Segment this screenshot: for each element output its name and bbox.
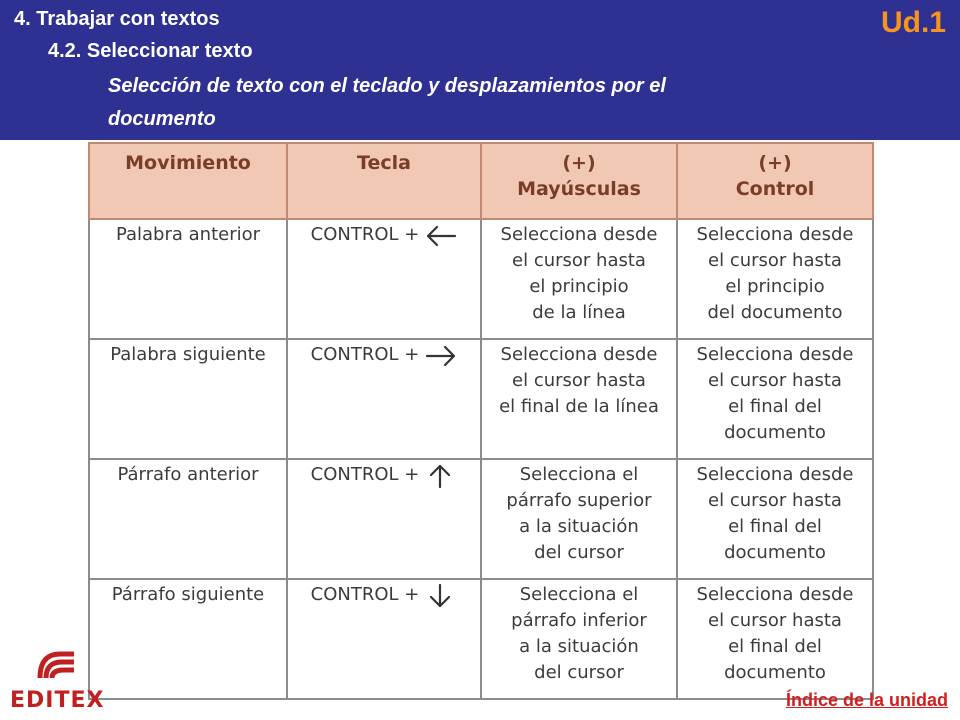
key-label: CONTROL + [310, 584, 420, 605]
left-arrow-icon [425, 224, 457, 256]
topic-title-line-2: documento [108, 108, 216, 130]
table-header-row [89, 143, 873, 219]
header-key: Tecla [287, 143, 481, 219]
key-label: CONTROL + [310, 224, 420, 245]
editex-logo [10, 648, 110, 714]
control-cell-line: el cursor hasta [708, 250, 842, 271]
key-label: CONTROL + [310, 344, 420, 365]
control-cell-line: el principio [725, 276, 825, 297]
movement-cell: Palabra anterior [89, 219, 287, 339]
right-arrow-icon [425, 344, 457, 376]
header-control [677, 143, 873, 219]
down-arrow-icon [425, 584, 457, 616]
header-control-plus: (+) [758, 152, 792, 174]
header-shift-label: Mayúsculas [517, 178, 641, 200]
shift-cell-line: Selecciona desde [500, 344, 658, 365]
control-cell-line: Selecciona desde [696, 224, 854, 245]
shift-cell-line: Selecciona el [519, 584, 639, 605]
control-cell [677, 219, 873, 339]
control-cell-line: Selecciona desde [696, 464, 854, 485]
table-row [89, 459, 873, 579]
shift-cell-line: párrafo superior [506, 490, 652, 511]
shift-cell-line: del cursor [534, 662, 624, 683]
shift-cell [481, 459, 677, 579]
control-cell-line: el cursor hasta [708, 490, 842, 511]
shift-cell-line: el principio [529, 276, 629, 297]
control-cell [677, 459, 873, 579]
slide-header [0, 0, 960, 140]
unit-index-link[interactable]: Índice de la unidad [785, 690, 948, 710]
shift-cell-line: Selecciona el [519, 464, 639, 485]
shift-cell [481, 579, 677, 699]
control-cell-line: el cursor hasta [708, 370, 842, 391]
control-cell-line: el final del [728, 636, 822, 657]
control-cell [677, 339, 873, 459]
up-arrow-icon [425, 464, 457, 496]
movement-cell: Párrafo siguiente [89, 579, 287, 699]
control-cell-line: documento [724, 542, 826, 563]
editex-logo-mark-icon [34, 648, 80, 684]
movement-cell: Palabra siguiente [89, 339, 287, 459]
header-shift [481, 143, 677, 219]
control-cell-line: Selecciona desde [696, 584, 854, 605]
shift-cell-line: de la línea [532, 302, 626, 323]
table-row [89, 579, 873, 699]
control-cell-line: Selecciona desde [696, 344, 854, 365]
control-cell-line: del documento [707, 302, 843, 323]
control-cell-line: documento [724, 422, 826, 443]
table-row [89, 219, 873, 339]
key-cell [287, 339, 481, 459]
shift-cell [481, 339, 677, 459]
table-row [89, 339, 873, 459]
header-control-label: Control [735, 178, 815, 200]
control-cell-line: documento [724, 662, 826, 683]
key-label: CONTROL + [310, 464, 420, 485]
key-cell [287, 579, 481, 699]
shift-cell-line: el final de la línea [499, 396, 659, 417]
header-movement: Movimiento [89, 143, 287, 219]
shift-cell-line: del cursor [534, 542, 624, 563]
keyboard-selection-table [88, 142, 874, 700]
unit-badge: Ud.1 [880, 6, 946, 39]
control-cell-line: el final del [728, 516, 822, 537]
section-title: 4. Trabajar con textos [14, 8, 220, 30]
key-cell [287, 219, 481, 339]
shift-cell-line: el cursor hasta [512, 370, 646, 391]
editex-logo-text: EDITEX [10, 688, 105, 713]
control-cell-line: el cursor hasta [708, 610, 842, 631]
header-shift-plus: (+) [562, 152, 596, 174]
control-cell [677, 579, 873, 699]
shift-cell-line: Selecciona desde [500, 224, 658, 245]
movement-cell: Párrafo anterior [89, 459, 287, 579]
shift-cell [481, 219, 677, 339]
control-cell-line: el final del [728, 396, 822, 417]
shift-cell-line: a la situación [519, 636, 639, 657]
key-cell [287, 459, 481, 579]
topic-title-line-1: Selección de texto con el teclado y desplazamientos por el [108, 75, 666, 97]
shift-cell-line: a la situación [519, 516, 639, 537]
shift-cell-line: párrafo inferior [511, 610, 647, 631]
subsection-title: 4.2. Seleccionar texto [48, 40, 253, 62]
shift-cell-line: el cursor hasta [512, 250, 646, 271]
